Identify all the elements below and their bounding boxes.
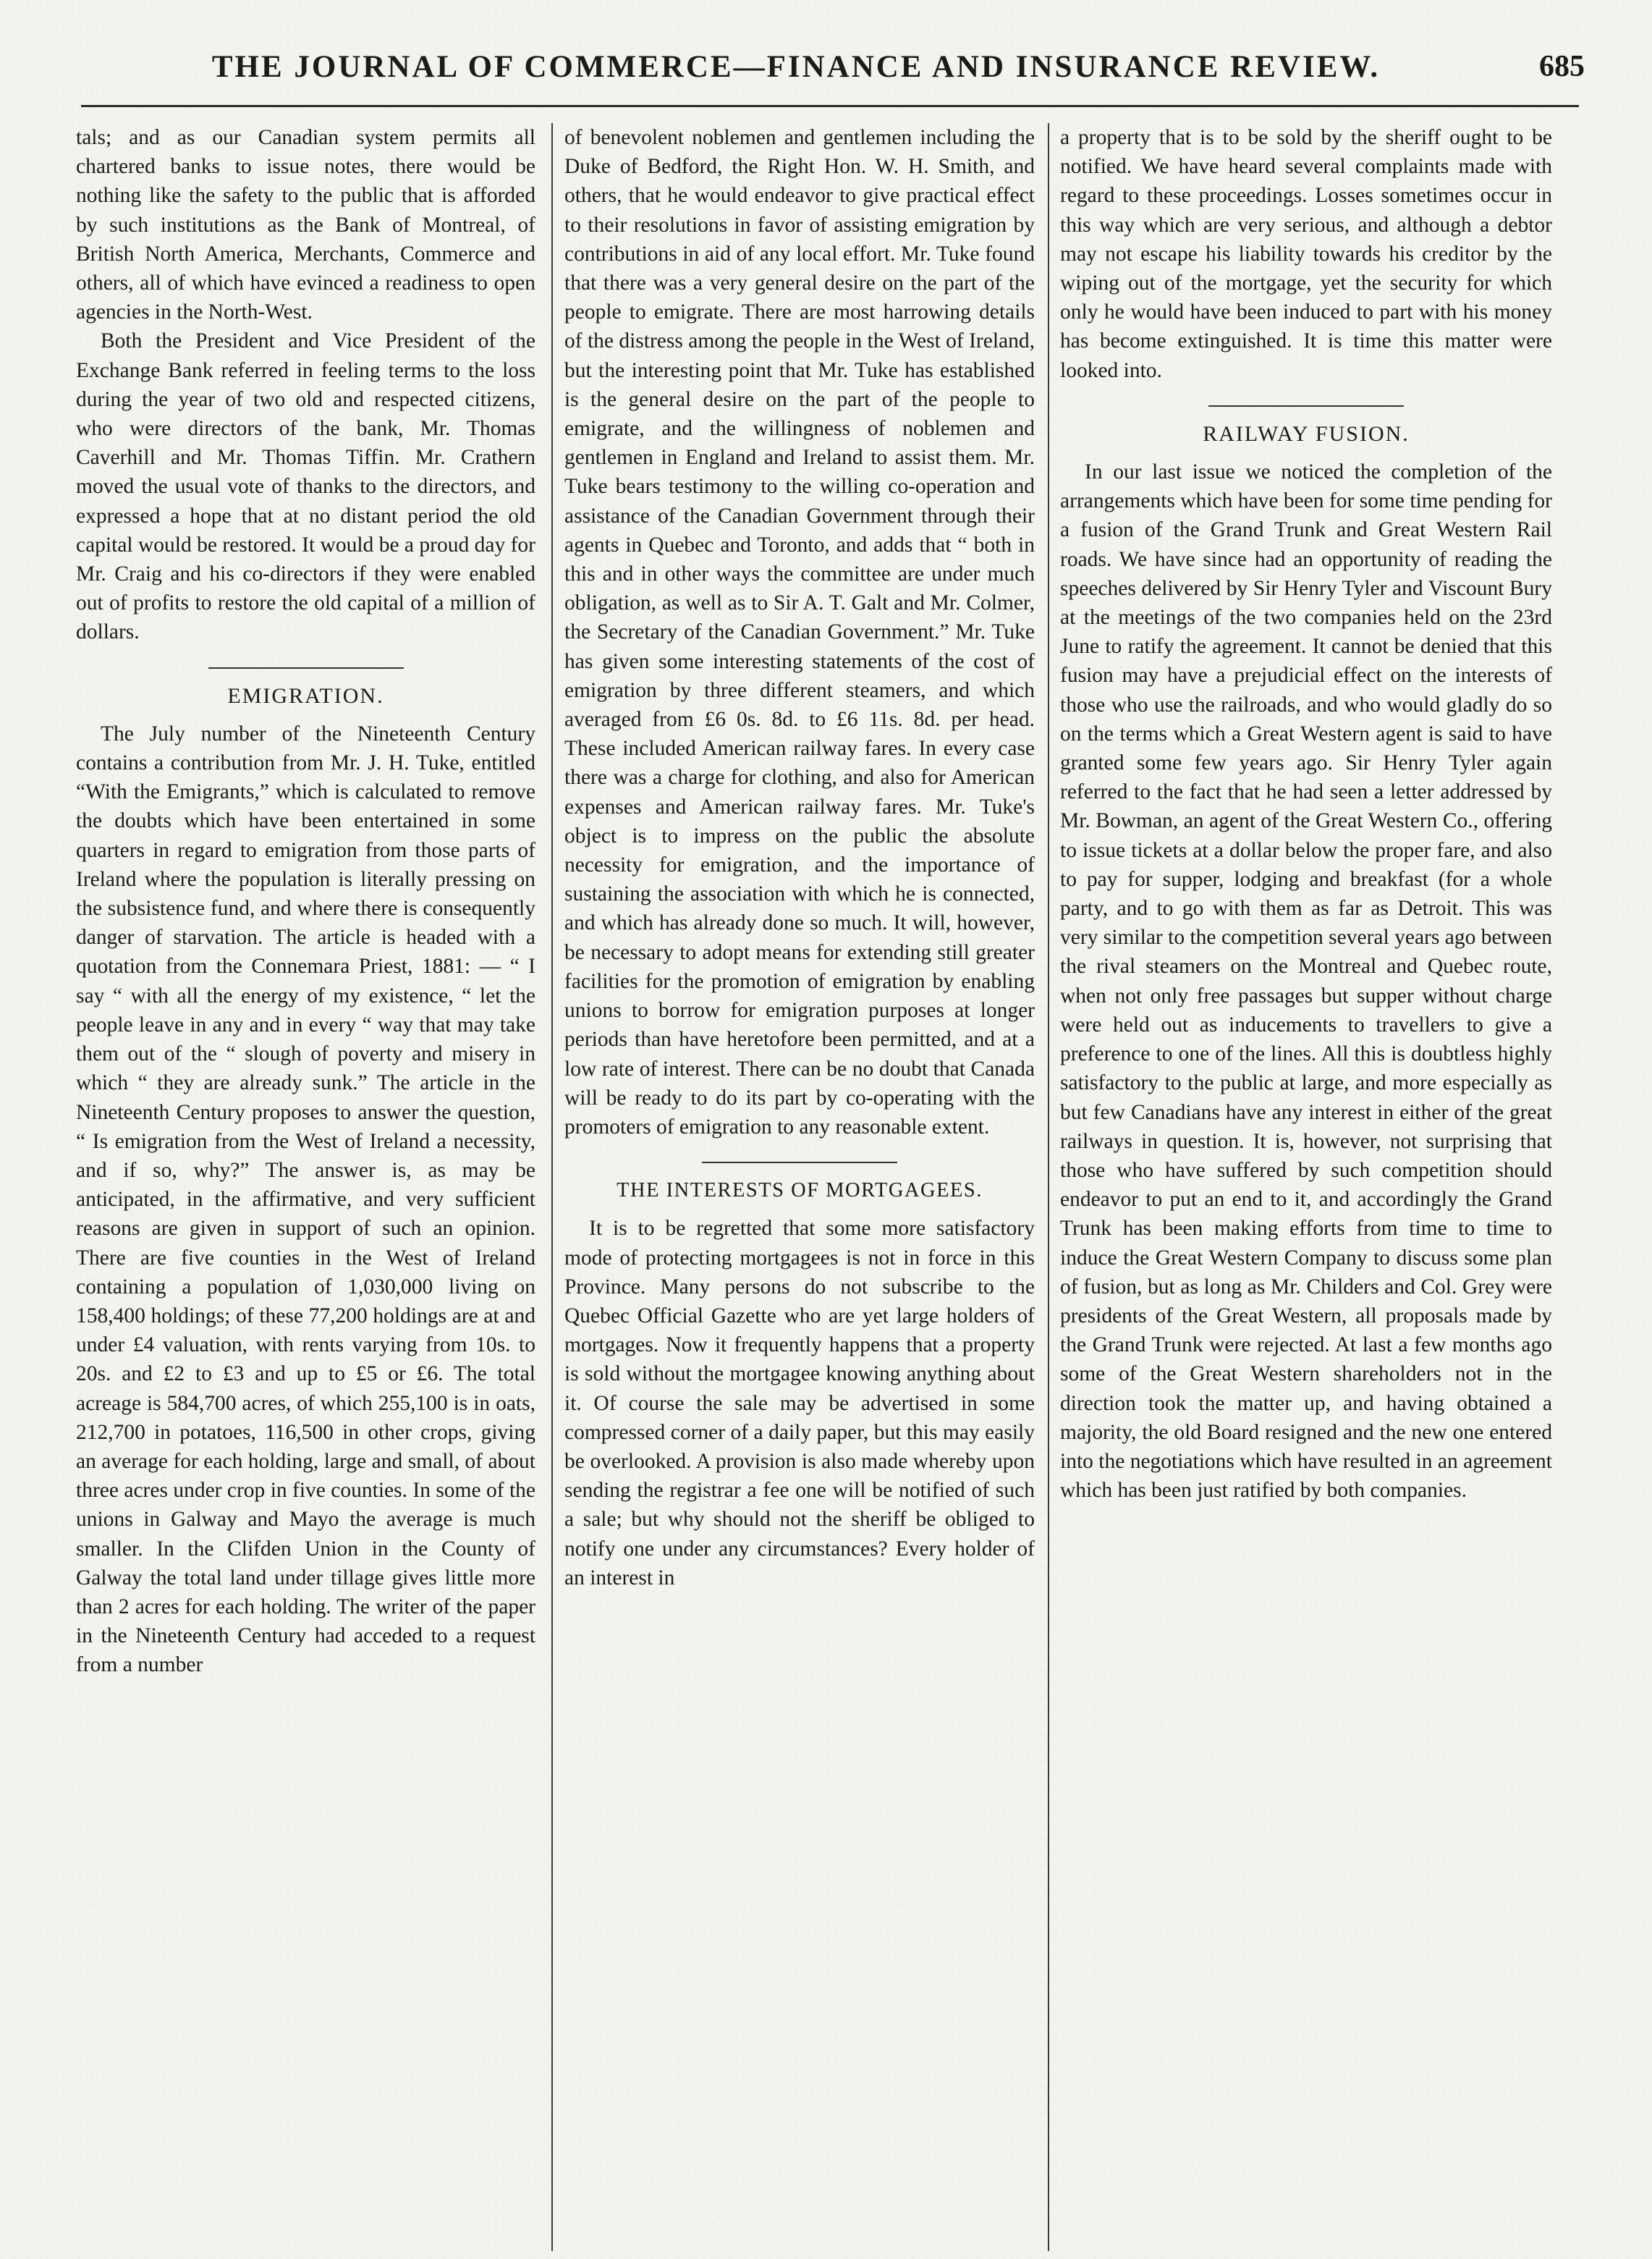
article-paragraph: Both the President and Vice President of the Exchange Bank referred in feeling terms to the loss during the year of two old and respected citizens, who were directors of the bank, Mr. Thomas Caverhill and Mr. Thomas Tiffin. Mr. Crathern moved the usual vote of thanks to the directors, and expressed a hope that at no distant period the old capital would be restored. It would be a proud day for Mr. Craig and his co-directors if they were enabled out of profits to restore the old capital of a million of dollars. <box>76 329 535 644</box>
section-divider <box>702 1162 897 1163</box>
article-paragraph: tals; and as our Canadian system permits all chartered banks to issue notes, there would be nothing like the safety to the public that is afforded by such institutions as the Bank of Montreal, of British North America, Merchants, Commerce and others, all of which have evinced a readiness to open agencies in the North-West. <box>76 126 535 324</box>
page-header <box>72 49 1585 100</box>
article-paragraph: The July number of the Nineteenth Century contains a contribution from Mr. J. H. Tuke, entitled “With the Emigrants,” which is calculated to remove the doubts which have been entertained in some quarters in regard to emigration from those parts of Ireland where the population is literally pressing on the subsistence fund, and where there is consequently danger of starvation. The article is headed with a quotation from the Connemara Priest, 1881: — “ I say “ with all the energy of my existence, “ let the people leave in any and in every “ way that may take them out of the “ slough of poverty and misery in which “ they are already sunk.” The article in the Nineteenth Century proposes to answer the question, “ Is emigration from the West of Ireland a necessity, and if so, why?” The answer is, as may be anticipated, in the affirmative, and very sufficient reasons are given in support of such an opinion. There are five counties in the West of Ireland containing a population of 1,030,000 living on 158,400 holdings; of these 77,200 holdings are at and under £4 valuation, with rents varying from 10s. to 20s. and £2 to £3 and up to £5 or £6. The total acreage is 584,700 acres, of which 255,100 is in oats, 212,700 in potatoes, 116,500 in other crops, giving an average for each holding, large and small, of about three acres under crop in five counties. In some of the unions in Galway and Mayo the average is much smaller. In the Clifden Union in the County of Galway the total land under tillage gives little more than 2 acres for each holding. The writer of the paper in the Nineteenth Century had acceded to a request from a number <box>76 722 535 1677</box>
section-divider <box>208 667 404 669</box>
header-rule <box>81 105 1579 107</box>
column-1 <box>76 123 535 2193</box>
article-paragraph: It is to be regretted that some more satisfactory mode of protecting mortgagees is not in force in this Province. Many persons do not subscribe to the Quebec Official Gazette who are yet large holders of mortgages. Now it frequently happens that a property is sold without the mortgagee knowing anything about it. Of course the sale may be advertised in some compressed corner of a daily paper, but this may easily be overlooked. A provision is also made whereby upon sending the registrar a fee one will be notified of such a sale; but why should not the sheriff be obliged to notify one under any circumstances? Every holder of an interest in <box>564 1217 1035 1589</box>
column-2 <box>564 123 1035 2251</box>
journal-title: THE JOURNAL OF COMMERCE—FINANCE AND INSURANCE REVIEW. <box>211 50 1381 84</box>
article-paragraph: a property that is to be sold by the sheriff ought to be notified. We have heard several complaints made with regard to these proceedings. Losses sometimes occur in this way which are very serious, and although a debtor may not escape his liability towards his creditor by the wiping out of the mortgage, yet the security for which only he would have been induced to part with his money has become extinguished. It is time this matter were looked into. <box>1060 126 1552 382</box>
page-number: 685 <box>1539 50 1585 83</box>
article-paragraph: In our last issue we noticed the completion of the arrangements which have been for some time pending for a fusion of the Grand Trunk and Great Western Rail roads. We have since had an opportunity of reading the speeches delivered by Sir Henry Tyler and Viscount Bury at the meetings of the two companies held on the 23rd June to ratify the agreement. It cannot be denied that this fusion may have a prejudicial effect on the interests of those who use the railroads, and who would gladly do so on the terms which a Great Western agent is said to have granted some few years ago. Sir Henry Tyler again referred to the fact that he had seen a letter addressed by Mr. Bowman, an agent of the Great Western Co., offering to issue tickets at a dollar below the proper fare, and also to pay for supper, lodging and breakfast (for a whole party, and to go with them as far as Detroit. This was very similar to the competition several years ago between the rival steamers on the Montreal and Quebec route, when not only free passages but supper without charge were held out as inducements to travellers to give a preference to one of the lines. All this is doubtless highly satisfactory to the public at large, and more especially as but few Canadians have any interest in either of the great railways in question. It is, however, not surprising that those who have suffered by such competition should endeavor to put an end to it, and accordingly the Grand Trunk has been making efforts from time to time to induce the Great Western Company to discuss some plan of fusion, but as long as Mr. Childers and Col. Grey were presidents of the Great Western, all proposals made by the Grand Trunk were rejected. At last a few months ago some of the Great Western shareholders not in the direction took the matter up, and having obtained a majority, the old Board resigned and the new one entered into the negotiations which have resulted in an agreement which has been just ratified by both companies. <box>1060 460 1552 1503</box>
railway-fusion-heading: RAILWAY FUSION. <box>1203 421 1410 446</box>
column-divider <box>551 123 553 2251</box>
section-divider <box>1208 405 1404 407</box>
column-3 <box>1060 123 1552 2193</box>
article-paragraph: of benevolent noblemen and gentlemen including the Duke of Bedford, the Right Hon. W. H. Smith, and others, that he would endeavor to give practical effect to their resolutions in favor of assisting emigration by contributions in aid of any local effort. Mr. Tuke found that there was a very general desire on the part of the people to emigrate. There are most harrowing details of the distress among the people in the West of Ireland, but the interesting point that Mr. Tuke has established is the general desire on the part of the people to emigrate, and the willingness of noblemen and gentlemen in England and Ireland to assist them. Mr. Tuke bears testimony to the willing co-operation and assistance of the Canadian Government through their agents in Quebec and Toronto, and adds that “ both in this and in other ways the committee are under much obligation, as well as to Sir A. T. Galt and Mr. Colmer, the Secretary of the Canadian Government.” Mr. Tuke has given some interesting statements of the cost of emigration by three different steamers, and which averaged from £6 0s. 8d. to £6 11s. 8d. per head. These included American railway fares. In every case there was a charge for clothing, and also for American expenses and American railway fares. Mr. Tuke's object is to impress on the public the absolute necessity for emigration, and the importance of sustaining the association with which he is connected, and which has already done so much. It will, however, be necessary to adopt means for extending still greater facilities for the promotion of emigration by enabling unions to borrow for emigration purposes at longer periods than have heretofore been permitted, and at a low rate of interest. There can be no doubt that Canada will be ready to do its part by co-operating with the promoters of emigration to any reasonable extent. <box>564 126 1035 1139</box>
column-divider <box>1048 123 1049 2251</box>
mortgagees-heading: THE INTERESTS OF MORTGAGEES. <box>617 1179 983 1202</box>
emigration-heading: EMIGRATION. <box>227 683 384 708</box>
